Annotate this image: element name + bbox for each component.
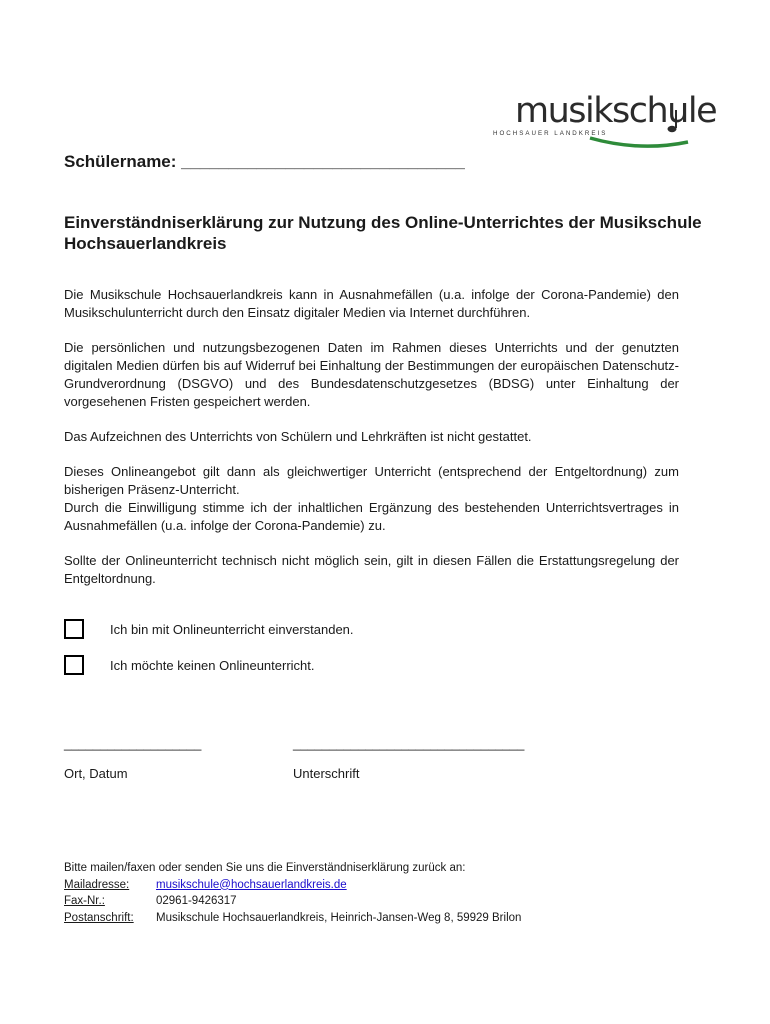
logo-subtitle: HOCHSAUER LANDKREIS (493, 130, 608, 137)
decline-checkbox[interactable] (64, 655, 84, 675)
place-date-label: Ort, Datum (64, 766, 128, 781)
contact-block (64, 860, 521, 926)
paragraph-refund: Sollte der Onlineunterricht technisch nicht möglich sein, gilt in diesen Fällen die Erstattungsregelung der Entgeltordnung. (64, 553, 679, 586)
fax-key: Fax-Nr.: (64, 895, 105, 907)
post-key: Postanschrift: (64, 911, 134, 924)
agree-label: Ich bin mit Onlineunterricht einverstanden. (110, 621, 354, 637)
agree-checkbox[interactable] (64, 619, 84, 639)
musikschule-logo (490, 91, 717, 152)
signature-line: ________________________________ (293, 736, 525, 751)
student-name-field: Schülername: ______________________________ (64, 152, 465, 171)
contact-fax-row (64, 893, 521, 910)
paragraph-consent-text: Durch die Einwilligung stimme ich der inhaltlichen Ergänzung des bestehenden Unterrichtsvertrages in Ausnahmefällen (u.a. infolge der Corona-Pandemie) zu. (64, 500, 679, 533)
logo-wordmark: musikschule (515, 91, 717, 131)
signature-label: Unterschrift (293, 766, 360, 781)
paragraph-intro: Die Musikschule Hochsauerlandkreis kann in Ausnahmefällen (u.a. infolge der Corona-Pandemie) den Musikschulunterricht durch den Einsatz digitaler Medien via Internet durchführen. (64, 287, 679, 320)
paragraph-recording: Das Aufzeichnen des Unterrichts von Schülern und Lehrkräften ist nicht gestattet. (64, 429, 532, 444)
document-title: Einverständniserklärung zur Nutzung des Online-Unterrichtes der Musikschule Hochsauerlandkreis (64, 213, 702, 253)
decline-label: Ich möchte keinen Onlineunterricht. (110, 657, 315, 673)
contact-intro: Bitte mailen/faxen oder senden Sie uns die Einverständniserklärung zurück an: (64, 862, 466, 874)
mail-key: Mailadresse: (64, 878, 130, 891)
post-value: Musikschule Hochsauerlandkreis, Heinrich-Jansen-Weg 8, 59929 Brilon (156, 911, 522, 924)
fax-value: 02961-9426317 (156, 895, 237, 907)
option-agree[interactable] (64, 619, 354, 639)
mail-link[interactable]: musikschule@hochsauerlandkreis.de (156, 878, 347, 891)
place-date-line: ___________________ (64, 736, 202, 751)
paragraph-data-protection: Die persönlichen und nutzungsbezogenen Daten im Rahmen dieses Unterrichts und der genutzten digitalen Medien dürfen bis auf Widerruf bei Einhaltung der Bestimmungen der europäischen Datenschutz-Grundverordnung (DSGVO) und des Bundesdatenschutzgesetzes (BDSG) unter Einhaltung der vorgesehenen Fristen gespeichert werden. (64, 340, 679, 409)
paragraph-equivalence (64, 463, 679, 535)
contact-mail-row (64, 877, 521, 894)
contact-post-row (64, 910, 521, 927)
option-decline[interactable] (64, 655, 315, 675)
paragraph-equivalence-text: Dieses Onlineangebot gilt dann als gleichwertiger Unterricht (entsprechend der Entgeltordnung) zum bisherigen Präsenz-Unterricht. (64, 464, 679, 497)
